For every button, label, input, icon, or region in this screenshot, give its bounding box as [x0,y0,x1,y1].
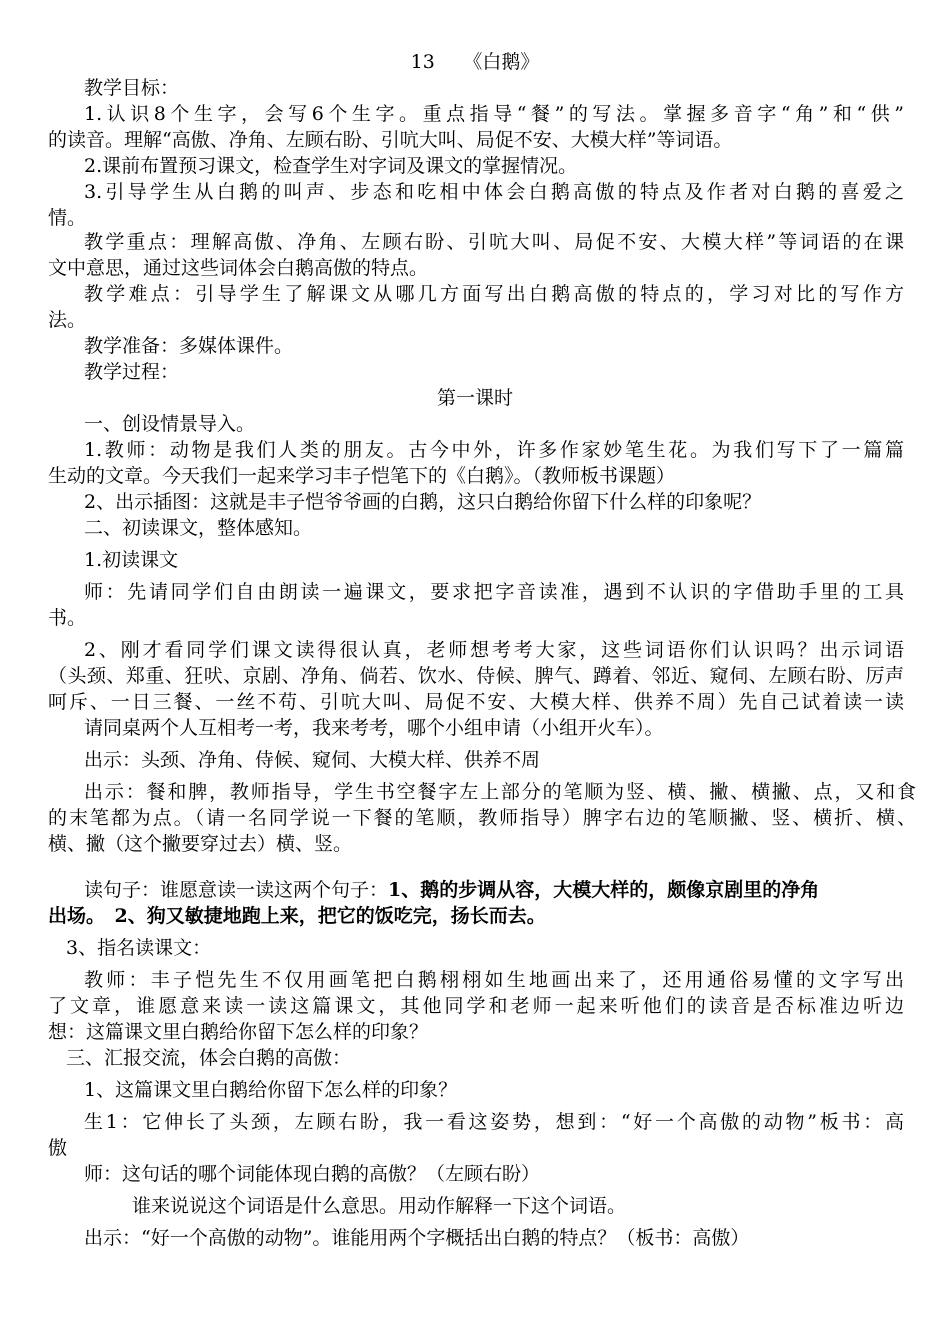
text-line: 请同桌两个人互相考一考，我来考考，哪个小组申请（小组开火车）。 [84,717,664,739]
text-line: 的读音。理解“高傲、净角、左顾右盼、引吭大叫、局促不安、大模大样”等词语。 [48,129,733,151]
highlighted-sentence: 出场。 2、狗又敏捷地跑上来，把它的饭吃完，扬长而去。 [48,905,546,927]
text-line: 出示：餐和脾，教师指导，学生书空餐字左上部分的笔顺为竖、横、撇、横撇、点，又和食 [84,781,916,803]
text-line: 文中意思，通过这些词体会白鹅高傲的特点。 [48,257,429,279]
text-line: 2、出示插图：这就是丰子恺爷爷画的白鹅，这只白鹅给你留下什么样的印象呢？ [84,491,762,513]
text-line: 生1：它伸长了头颈，左顾右盼，我一看这姿势，想到：“好一个高傲的动物”板书：高 [84,1111,904,1133]
text-line: 教师：丰子恺先生不仅用画笔把白鹅栩栩如生地画出来了，还用通俗易懂的文字写出 [84,969,904,991]
text-line: 谁来说说这个词语是什么意思。用动作解释一下这个词语。 [132,1195,627,1217]
text-line: 3.引导学生从白鹅的叫声、步态和吃相中体会白鹅高傲的特点及作者对白鹅的喜爱之 [84,181,904,203]
text-line: 了文章，谁愿意来读一读这篇课文，其他同学和老师一起来听他们的读音是否标准边听边 [48,995,904,1017]
text-line: 1.认识8个生字，会写6个生字。重点指导“餐”的写法。掌握多音字“角”和“供” [84,103,904,125]
text-line: 一、创设情景导入。 [84,413,256,435]
text-line: 教学难点：引导学生了解课文从哪几方面写出白鹅高傲的特点的，学习对比的写作方 [84,283,904,305]
text-line: 的末笔都为点。（请一名同学说一下餐的笔顺，教师指导）脾字右边的笔顺撇、竖、横折、横、 [48,807,916,829]
text-line: 想：这篇课文里白鹅给你留下怎么样的印象？ [48,1021,429,1043]
text-line: 教学目标： [84,77,180,99]
text-line: 3、指名读课文： [66,937,212,959]
text-line: 法。 [48,309,87,331]
text-line: 1.教师：动物是我们人类的朋友。古今中外，许多作家妙笔生花。为我们写下了一篇篇 [84,439,904,461]
text-line: 呵斥、一日三餐、一丝不苟、引吭大叫、局促不安、大模大样、供养不周）先自己试着读一读 [48,691,904,713]
sentence-intro: 读句子：谁愿意读一读这两个句子： [84,879,389,901]
text-line: 师：这句话的哪个词能体现白鹅的高傲？（左顾右盼） [84,1163,541,1185]
section-heading: 第一课时 [436,387,513,409]
text-line: 三、汇报交流，体会白鹅的高傲： [66,1047,352,1069]
text-line: 教学重点：理解高傲、净角、左顾右盼、引吭大叫、局促不安、大模大样”等词语的在课 [84,231,904,253]
text-line: 书。 [48,607,87,629]
text-line: 2.课前布置预习课文，检查学生对字词及课文的掌握情况。 [84,155,578,177]
lesson-title: 13 《白鹅》 [410,51,540,73]
text-line: 横、撇（这个撇要穿过去）横、竖。 [48,833,353,855]
text-line: 2、刚才看同学们课文读得很认真，老师想考考大家，这些词语你们认识吗？出示词语 [84,639,904,661]
text-line: 二、初读课文，整体感知。 [84,517,313,539]
text-line: 1.初读课文 [84,549,179,571]
text-line: 教学过程： [84,361,180,383]
text-line [84,877,819,903]
text-line: 出示：头颈、净角、侍候、窥伺、大模大样、供养不周 [84,749,541,771]
text-line: 教学准备：多媒体课件。 [84,335,294,357]
text-line: 1、这篇课文里白鹅给你留下怎么样的印象？ [84,1079,458,1101]
text-line: （头颈、郑重、狂吠、京剧、净角、倘若、饮水、侍候、脾气、蹲着、邻近、窥伺、左顾右盼、厉声 [48,665,904,687]
text-line: 情。 [48,207,87,229]
highlighted-sentence: 1、鹅的步调从容，大模大样的，颇像京剧里的净角 [388,879,820,901]
text-line: 傲 [48,1137,68,1159]
text-line: 师：先请同学们自由朗读一遍课文，要求把字音读准，遇到不认识的字借助手里的工具 [84,581,904,603]
text-line: 出示：“好一个高傲的动物”。谁能用两个字概括出白鹅的特点？（板书：高傲） [84,1227,750,1249]
text-line: 生动的文章。今天我们一起来学习丰子恺笔下的《白鹅》。（教师板书课题） [48,465,676,487]
